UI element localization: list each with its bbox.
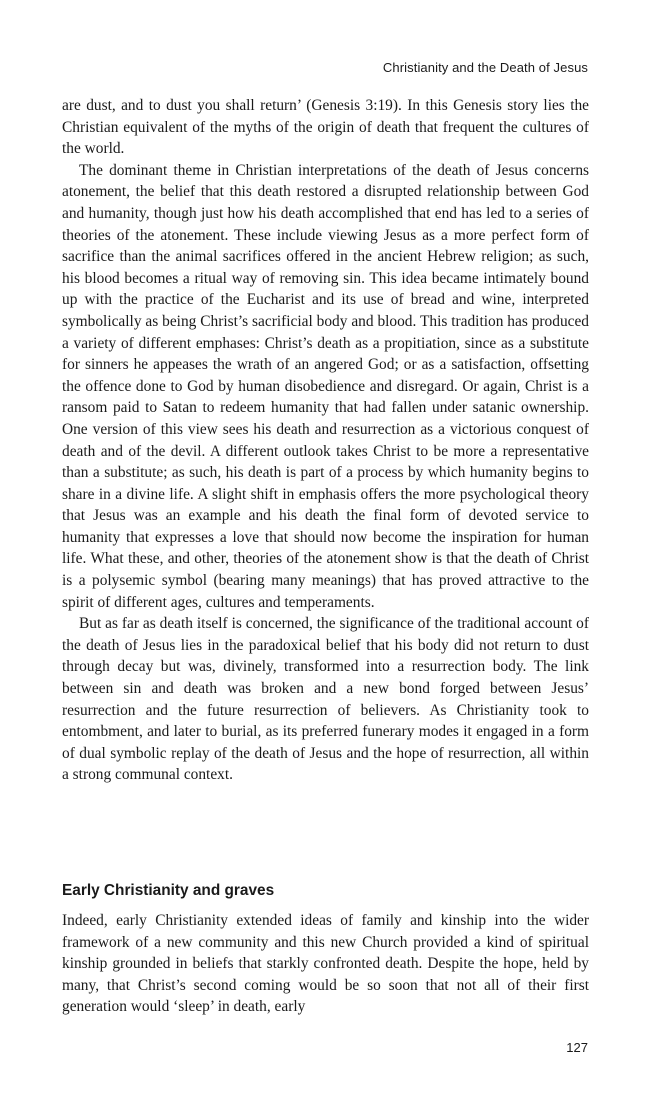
section-heading: Early Christianity and graves: [62, 882, 275, 899]
body-text: [62, 95, 589, 786]
section-body-text: [62, 910, 589, 1018]
running-head: Christianity and the Death of Jesus: [382, 60, 588, 75]
page-number: 127: [566, 1040, 588, 1055]
paragraph-early-christianity: Indeed, early Christianity extended ideas of family and kinship into the wider framework of a new community and this new Church provided a kind of spiritual kinship grounded in beliefs that starkly confronted death. Despite the hope, held by many, that Christ’s second coming would be so soon that not all of their first generation would ‘sleep’ in death, early: [62, 912, 589, 1016]
paragraph-resurrection: But as far as death itself is concerned, the significance of the traditional account of the death of Jesus lies in the paradoxical belief that his body did not return to dust through decay but was, divinely, transformed into a resurrection body. The link between sin and death was broken and a new bond forged between Jesus’ resurrection and the future resurrection of believers. As Christianity took to entombment, and later to burial, as its preferred funerary modes it engaged in a form of dual symbolic replay of the death of Jesus and the hope of resurrection, all within a strong communal context.: [62, 615, 589, 784]
paragraph-atonement: The dominant theme in Christian interpretations of the death of Jesus concerns atonement, the belief that this death restored a disrupted relationship between God and humanity, though just how his death accomplished that end has led to a series of theories of the atonement. These include viewing Jesus as a more perfect form of sacrifice than the animal sacrifices offered in the ancient Hebrew religion; as such, his blood becomes a ritual way of removing sin. This idea became intimately bound up with the practice of the Eucharist and its use of bread and wine, interpreted symbolically as being Christ’s sacrificial body and blood. This tradition has produced a variety of different emphases: Christ’s death as a propitiation, since as a substitute for sinners he appeases the wrath of an angered God; or as a satisfaction, offsetting the offence done to God by human disobedience and disregard. Or again, Christ is a ransom paid to Satan to redeem humanity that had fallen under satanic ownership. One version of this view sees his death and resurrection as a victorious conquest of death and of the devil. A different outlook takes Christ to be more a representative than a substitute; as such, his death is part of a process by which humanity begins to share in a divine life. A slight shift in emphasis offers the more psychological theory that Jesus was an example and his death the final form of devoted service to humanity that expresses a love that should now become the inspiration for human life. What these, and other, theories of the atonement show is that the death of Christ is a polysemic symbol (bearing many meanings) that has proved attractive to the spirit of different ages, cultures and temperaments.: [62, 161, 589, 611]
paragraph-continued: are dust, and to dust you shall return’ (Genesis 3:19). In this Genesis story lies the Christian equivalent of the myths of the origin of death that frequent the cultures of the world.: [62, 97, 589, 158]
